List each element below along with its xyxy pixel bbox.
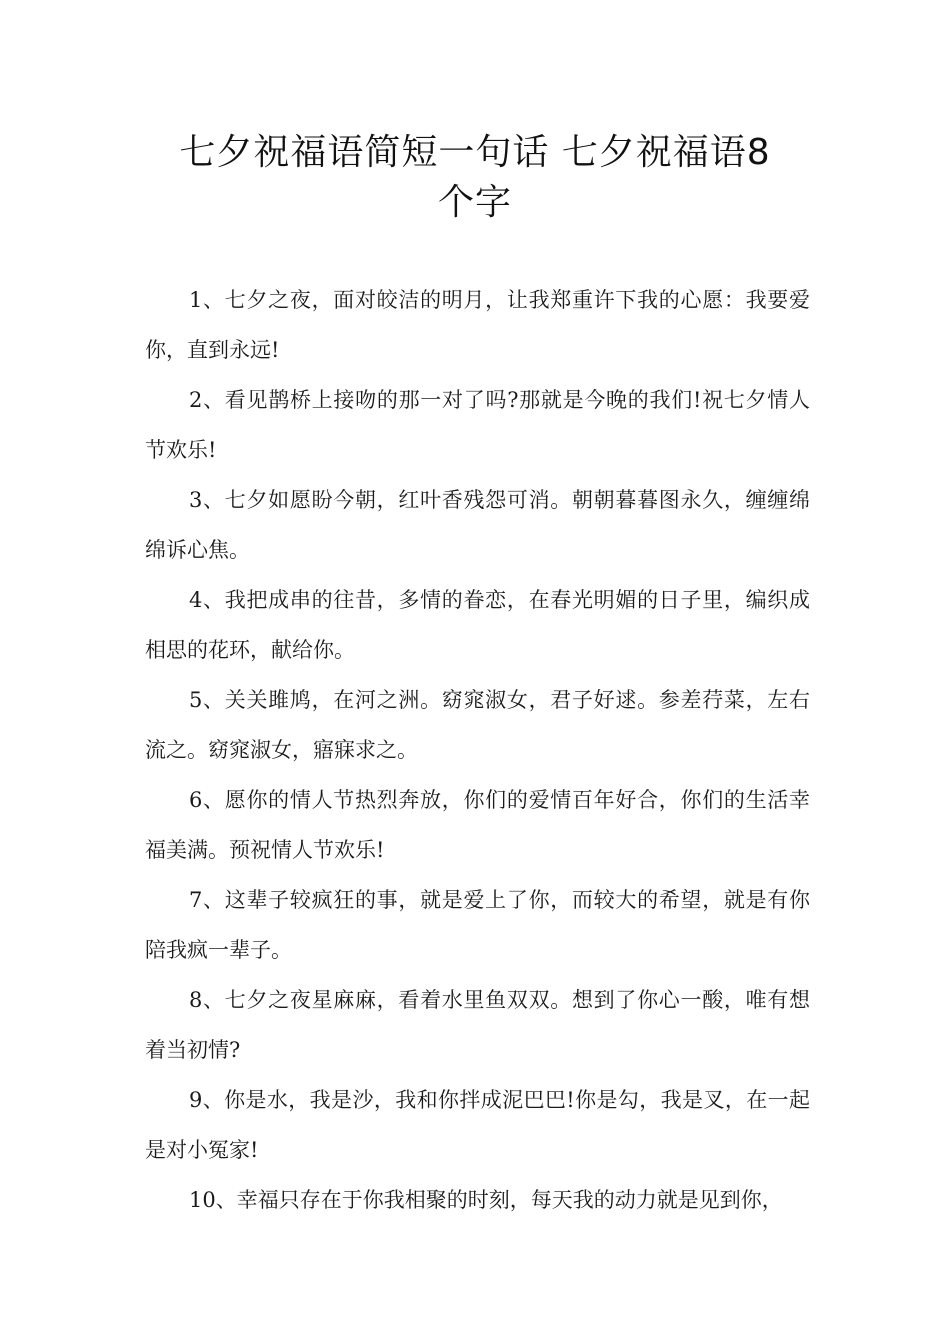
paragraph-6: 6、愿你的情人节热烈奔放，你们的爱情百年好合，你们的生活幸福美满。预祝情人节欢乐! <box>145 788 810 862</box>
paragraph-4: 4、我把成串的往昔，多情的眷恋，在春光明媚的日子里，编织成相思的花环，献给你。 <box>145 588 810 662</box>
paragraph-2: 2、看见鹊桥上接吻的那一对了吗?那就是今晚的我们!祝七夕情人节欢乐! <box>145 388 810 462</box>
paragraph-3: 3、七夕如愿盼今朝，红叶香残怨可消。朝朝暮暮图永久，缠缠绵绵诉心焦。 <box>145 488 810 562</box>
paragraph-10: 10、幸福只存在于你我相聚的时刻，每天我的动力就是见到你， <box>189 1188 783 1212</box>
paragraph-9: 9、你是水，我是沙，我和你拌成泥巴巴!你是勾，我是叉，在一起是对小冤家! <box>145 1088 810 1162</box>
paragraph-7: 7、这辈子较疯狂的事，就是爱上了你，而较大的希望，就是有你陪我疯一辈子。 <box>145 888 810 962</box>
page-title <box>120 128 830 228</box>
title-line-2: 个字 <box>437 182 512 223</box>
paragraph-1: 1、七夕之夜，面对皎洁的明月，让我郑重许下我的心愿：我要爱你，直到永远! <box>145 288 810 362</box>
document-body <box>145 275 810 1225</box>
paragraph-8: 8、七夕之夜星麻麻，看着水里鱼双双。想到了你心一酸，唯有想着当初情? <box>145 988 810 1062</box>
title-line-1: 七夕祝福语简短一句话 七夕祝福语8 <box>179 132 771 173</box>
paragraph-5: 5、关关雎鸠，在河之洲。窈窕淑女，君子好逑。参差荇菜，左右流之。窈窕淑女，寤寐求之。 <box>145 688 810 762</box>
